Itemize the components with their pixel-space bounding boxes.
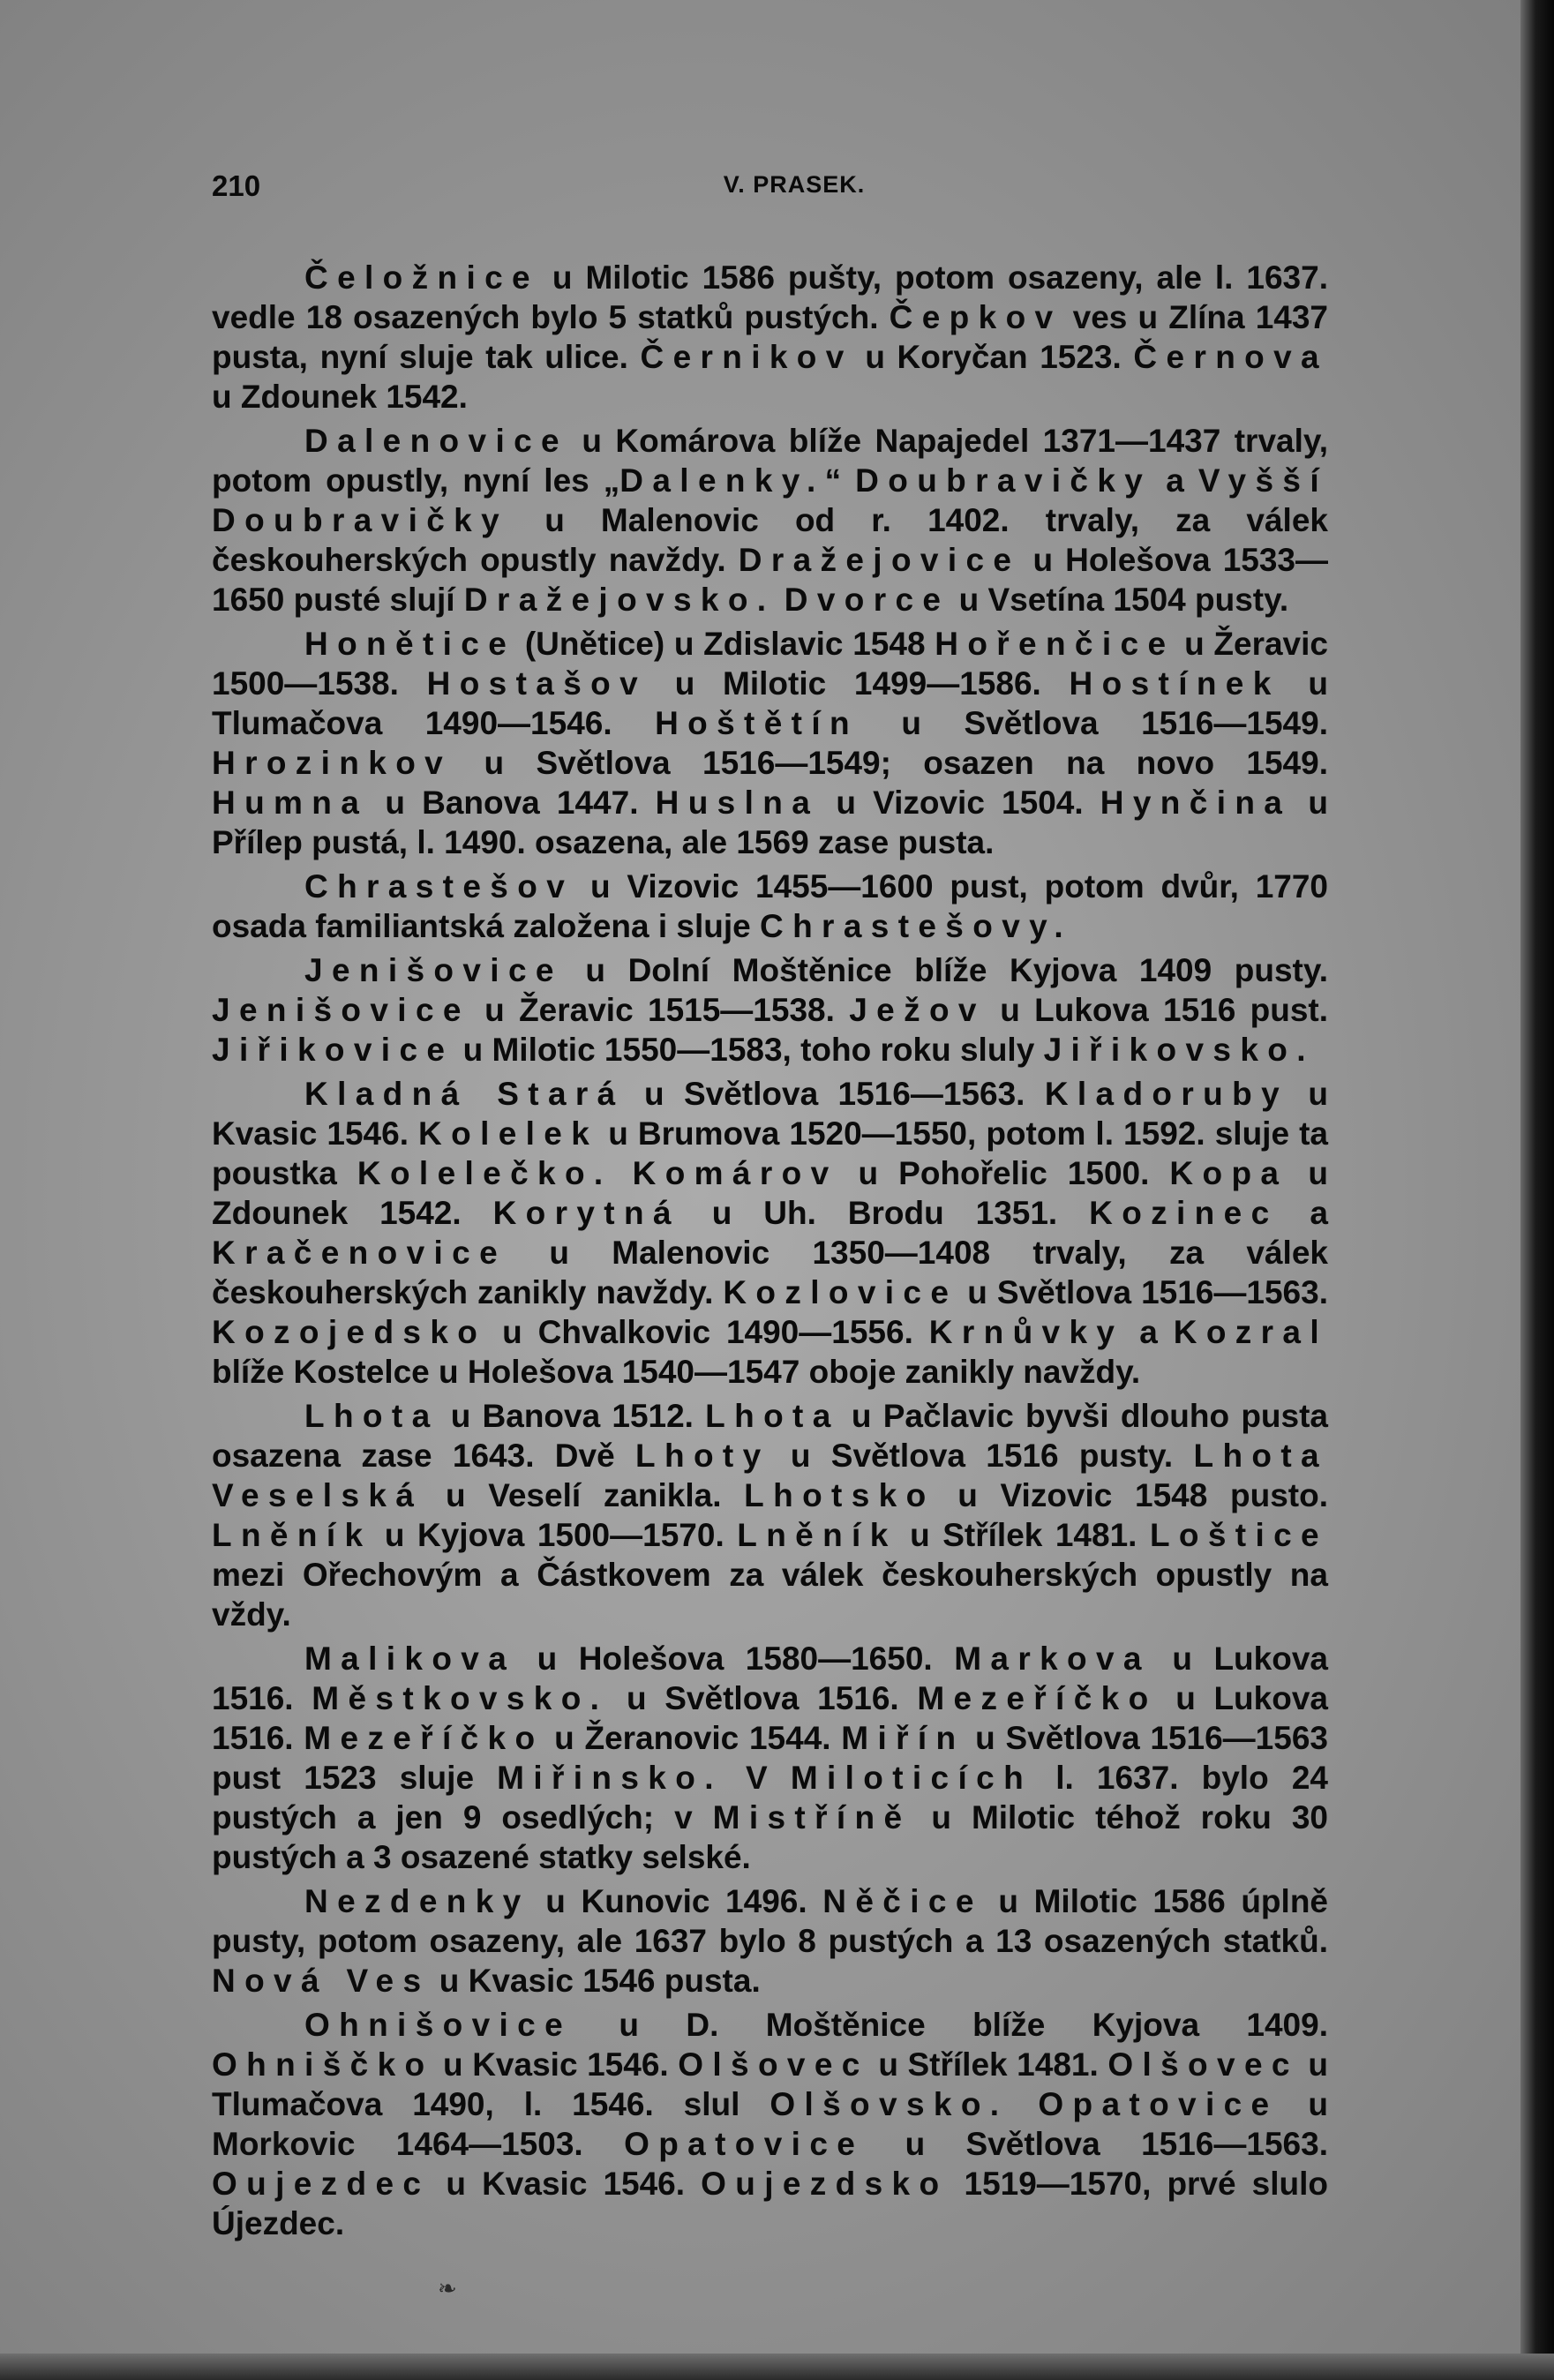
place-name: Čepkov [889,299,1062,335]
place-name: Městkovsko. [312,1680,609,1716]
paragraph [212,2005,1328,2243]
scan-edge-right [1520,0,1554,2380]
place-name: Jiřikovice [212,1032,454,1068]
text-run: 1519—1570, prvé slulo Újezdec. [212,2166,1328,2241]
text-run: u Morkovic 1464—1503. [212,2086,1329,2162]
place-name: Něčice [822,1883,983,1919]
text-run: a [1123,1314,1174,1350]
place-name: Hynčina [1100,785,1292,821]
place-name: Humna [212,785,369,821]
place-name: Miřinsko. [497,1760,723,1796]
text-run: u Milotic 1586 úplně pusty, potom osazeny, ale 1637 bylo 8 pustých a 13 osazených statků. [212,1883,1328,1959]
place-name: Kozlovice [723,1274,958,1310]
text-run: u Milotic 1499—1586. [647,665,1070,702]
place-name: Mezeříčko [917,1680,1158,1716]
paragraph [212,1074,1328,1392]
text-run [612,1155,633,1191]
place-name: Vyšší Doubravičky [212,462,1329,538]
text-run: u Brumova 1520—1550, potom l. 1592. sluje ta poustka [212,1115,1328,1191]
text-run: u Holešova 1580—1650. [515,1640,955,1677]
text-run: u Zdounek 1542. [212,379,468,415]
place-name: Markova [954,1640,1151,1677]
place-name: Komárov [632,1155,838,1191]
place-name: Ohniščko [212,2046,434,2083]
place-name: Dalenovice [304,423,568,459]
text-run: u Lukova 1516. [212,1680,1328,1756]
place-name: Mezeříčko [304,1720,544,1756]
text-run: u Malenovic 1350—1408 trvaly, za válek českouherských zanikly navždy. [212,1235,1328,1310]
text-run: ves u Zlína 1437 pusta, nyní sluje tak ulice. [212,299,1329,375]
text-run: mezi Ořechovým a Částkovem za válek českouherských opustly na vždy. [212,1557,1328,1633]
text-run: u Kvasic 1546 pusta. [430,1963,761,1999]
text-run: u Banova 1447. [368,785,656,821]
text-run: u Banova 1512. [439,1398,706,1434]
place-name: Doubravičky [855,462,1152,499]
place-name: Lhota Veselská [212,1438,1328,1513]
text-run: a [1278,1195,1328,1231]
text-run: u Dolní Moštěnice blíže Kyjova 1409 pusty. [562,952,1328,988]
place-name: Olšovec [1107,2046,1299,2083]
text-run: l. 1637. bylo 24 pustých a jen 9 osedlých; v [212,1760,1328,1836]
text-run: u Kvasic 1546. [430,2166,702,2202]
text-run: blíže Kostelce u Holešova 1540—1547 oboje zanikly navždy. [212,1354,1141,1390]
place-name: Opatovice [1038,2086,1279,2122]
text-run: u Malenovic od r. 1402. trvaly, za válek českouherských opustly navždy. [212,502,1328,578]
place-name: Oujezdec [212,2166,431,2202]
paragraph [212,1396,1328,1634]
place-name: Lhoty [635,1438,770,1474]
text-run: u Tlumačova 1490—1546. [212,665,1328,741]
text-run: u Světlova 1516—1563. [624,1076,1045,1112]
text-run: u Střílek 1481. [868,2046,1108,2083]
text-run: u Veselí zanikla. [423,1477,745,1513]
paragraph [212,1881,1328,2001]
place-name: Lněník [737,1517,897,1553]
text-run: u Světlova 1516—1563 pust 1523 sluje [212,1720,1328,1796]
text-run: u Lukova 1516. [212,1640,1328,1716]
text-run: u Koryčan 1523. [852,339,1134,375]
place-name: Lhota [304,1398,439,1434]
place-name: Čeložnice [304,259,539,296]
place-name: Hrozinkov [212,745,453,781]
text-run [1008,2086,1038,2122]
text-run: u Milotic téhož roku 30 pustých a 3 osazené statky selské. [212,1799,1328,1875]
text-run: u Komárova blíže Napajedel 1371—1437 trvaly, potom opustly, nyní les „ [212,423,1328,499]
place-name: Kopa [1169,1155,1288,1191]
text-run: “ [824,462,856,499]
text-run: u Světlova 1516. [608,1680,918,1716]
text-run: u Žeranovic 1544. [544,1720,842,1756]
text-run: u Tlumačova 1490, l. 1546. slul [212,2046,1328,2122]
page-number: 210 [212,169,261,202]
printer-ornament: ❧ [438,2275,457,2301]
place-name: Dražejovsko. [463,582,776,618]
place-name: Korytná [492,1195,680,1231]
text-run: (Unětice) u Zdislavic 1548 [515,626,935,662]
text-run: u Kunovic 1496. [529,1883,823,1919]
place-name: Hořenčice [935,626,1175,662]
text-run: u Přílep pustá, l. 1490. osazena, ale 1569 zase pusta. [212,785,1328,860]
place-name: Chrastešov [304,868,574,905]
text-run: u Kvasic 1546. [212,1076,1328,1152]
place-name: Kračenovice [212,1235,507,1271]
place-name: Opatovice [624,2126,865,2162]
text-run: u Světlova 1516—1563. [864,2126,1328,2162]
place-name: Mistříně [712,1799,912,1836]
paragraph [212,1639,1328,1877]
text-run: u Žeravic 1500—1538. [212,626,1328,702]
text-run: u Pohořelic 1500. [837,1155,1170,1191]
place-name: Jiřikovsko. [1043,1032,1315,1068]
text-run: a [1152,462,1198,499]
place-name: Hoštětín [655,705,859,741]
place-name: Oujezdsko [701,2166,949,2202]
text-run: u Světlova 1516—1549. [858,705,1328,741]
text-run: u Kyjova 1500—1570. [372,1517,738,1553]
text-run: u Pačlavic byvši dlouho pusta osazena zase 1643. Dvě [212,1398,1328,1474]
place-name: Lhotsko [744,1477,935,1513]
text-run: u Světlova 1516—1563. [957,1274,1328,1310]
paragraph [212,421,1328,619]
place-name: Honětice [304,626,516,662]
paragraph [212,258,1328,417]
place-name: Kolelečko. [357,1155,612,1191]
text-run: V [722,1760,791,1796]
text-run: u Zdounek 1542. [212,1155,1329,1231]
text-run: u Vizovic 1504. [819,785,1100,821]
text-run: u Holešova 1533—1650 pusté slují [212,542,1328,618]
place-name: Huslna [655,785,820,821]
place-name: Malikova [304,1640,516,1677]
text-run: u Světlova 1516 pusty. [769,1438,1194,1474]
text-run: u Uh. Brodu 1351. [679,1195,1090,1231]
place-name: Krnůvky [928,1314,1124,1350]
place-name: Kozral [1173,1314,1328,1350]
text-run: u Chvalkovic 1490—1556. [486,1314,929,1350]
place-name: Nová Ves [212,1963,431,1999]
text-run: u Vizovic 1548 pusto. [935,1477,1328,1513]
place-name: Hostašov [426,665,648,702]
text-run [775,582,784,618]
text-run: u Střílek 1481. [897,1517,1150,1553]
text-run: u Lukova 1516 pust. [985,992,1329,1028]
place-name: Chrastešovy. [760,908,1072,944]
place-name: Kozojedsko [212,1314,487,1350]
place-name: Dvorce [784,582,950,618]
text-run: u Milotic 1550—1583, toho roku sluly [454,1032,1044,1068]
page-header [212,169,1324,212]
place-name: Černikov [640,339,853,375]
place-name: Loštice [1149,1517,1328,1553]
text-run: u Milotic 1586 pušty, potom osazeny, ale l. 1637. vedle 18 osazených bylo 5 statků pustých. [212,259,1328,335]
place-name: Dražejovice [738,542,1021,578]
paragraph [212,867,1328,946]
text-run: u Světlova 1516—1549; osazen na novo 1549. [452,745,1328,781]
place-name: Olšovsko. [769,2086,1009,2122]
place-name: Ježov [849,992,986,1028]
text-run: u D. Moštěnice blíže Kyjova 1409. [572,2007,1328,2043]
place-name: Hostínek [1069,665,1280,702]
place-name: Jenišovice [304,952,563,988]
running-head: V. PRASEK. [723,171,866,198]
place-name: Miloticích [790,1760,1033,1796]
text-run: u Vsetína 1504 pusty. [950,582,1289,618]
place-name: Lněník [212,1517,372,1553]
paragraph [212,950,1328,1070]
place-name: Miřín [841,1720,965,1756]
place-name: Kladoruby [1044,1076,1289,1112]
place-name: Ohnišovice [304,2007,573,2043]
place-name: Kozinec [1089,1195,1279,1231]
place-name: Černova [1133,339,1328,375]
body-text [212,258,1328,2243]
place-name: Kolelek [418,1115,599,1152]
place-name: Kladná Stará [304,1076,625,1112]
scan-edge-bottom [0,2354,1554,2380]
place-name: Jenišovice [212,992,470,1028]
text-run: u Žeravic 1515—1538. [469,992,850,1028]
place-name: Dalenky. [619,462,825,499]
place-name: Lhota [705,1398,840,1434]
text-run: u Kvasic 1546. [433,2046,679,2083]
place-name: Nezdenky [304,1883,530,1919]
place-name: Olšovec [678,2046,869,2083]
text-run: u Vizovic 1455—1600 pust, potom dvůr, 1770 osada familiantská založena i sluje [212,868,1328,944]
paragraph [212,624,1328,862]
